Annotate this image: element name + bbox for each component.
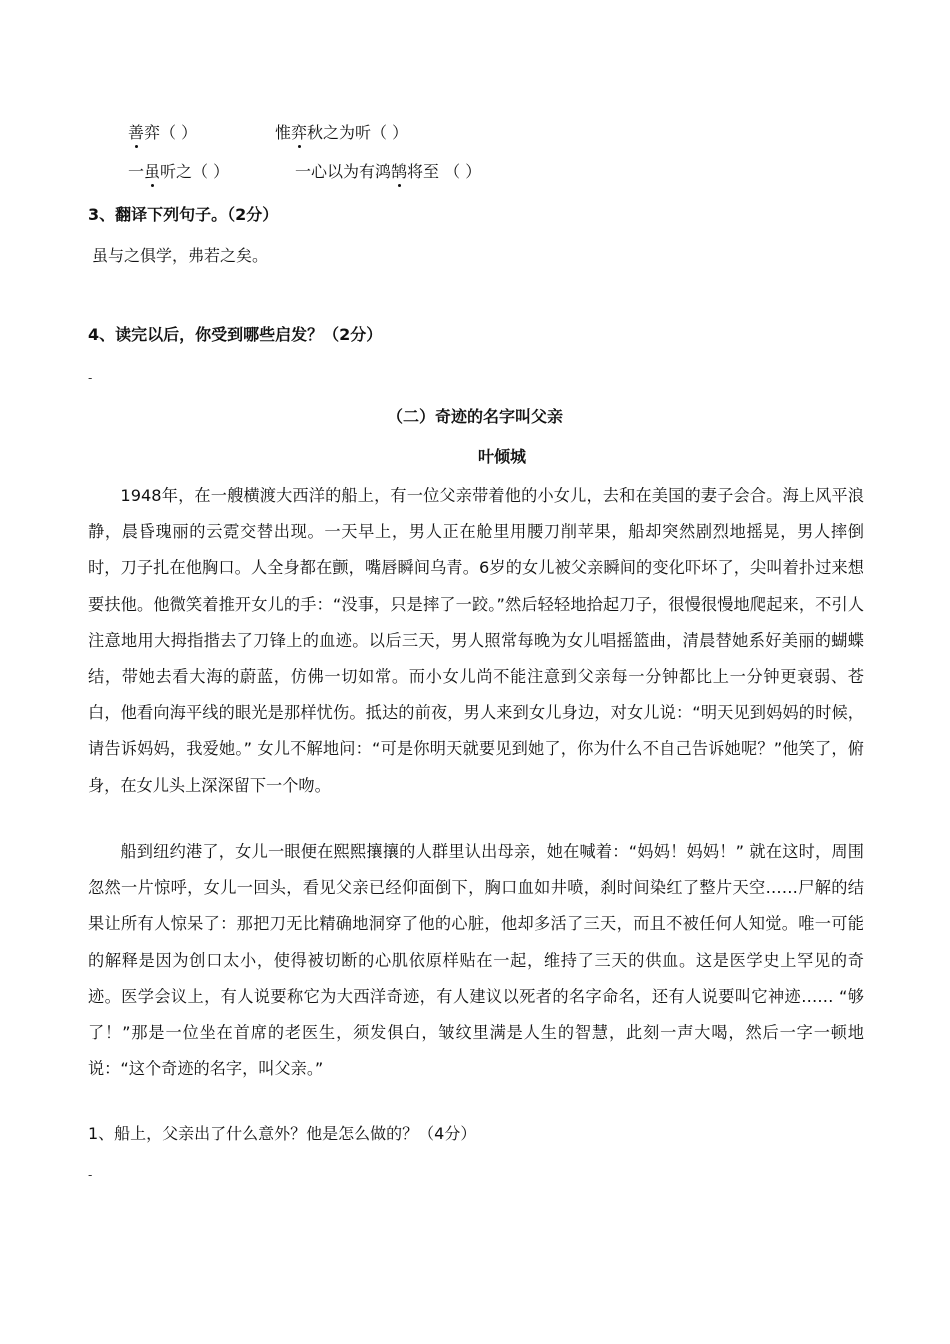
passage-question-1: 1、船上，父亲出了什么意外？他是怎么做的？（4分） bbox=[88, 1124, 477, 1143]
emphasis-dot-char: 鹄 bbox=[391, 160, 407, 184]
emphasis-dot-char: 虽 bbox=[144, 160, 160, 184]
word-item-hong-gu: 一心以为有鸿鹄将至 （ ） bbox=[295, 160, 481, 184]
answer-line-marker-2: - bbox=[88, 1168, 93, 1182]
word-item-shan-yi: 善弈（ ） bbox=[128, 121, 197, 145]
passage-author: 叶倾城 bbox=[477, 447, 526, 466]
word-item-wei-yi-qiu: 惟弈秋之为听（ ） bbox=[275, 121, 408, 145]
passage-paragraph-1: 1948年，在一艘横渡大西洋的船上，有一位父亲带着他的小女儿，去和在美国的妻子会合。海上风平浪静，晨昏瑰丽的云霓交替出现。一天早上，男人正在舱里用腰刀削苹果，船却突然剧烈地摇晃，男人摔倒时，刀子扎在他胸口。人全身都在颤，嘴唇瞬间乌青。6岁的女儿被父亲瞬间的变化吓坏了，尖叫着扑过来想要扶他。他微笑着推开女儿的手：“没事，只是摔了一跤。”然后轻轻地拾起刀子，很慢很慢地爬起来，不引人注意地用大拇指揩去了刀锋上的血迹。以后三天，男人照常每晚为女儿唱摇篮曲，清晨替她系好美丽的蝴蝶结，带她去看大海的蔚蓝，仿佛一切如常。而小女儿尚不能注意到父亲每一分钟都比上一分钟更衰弱、苍白，他看向海平线的眼光是那样忧伤。抵达的前夜，男人来到女儿身边，对女儿说：“明天见到妈妈的时候，请告诉妈妈，我爱她。” 女儿不解地问：“可是你明天就要见到她了，你为什么不自己告诉她呢？”他笑了，俯身，在女儿头上深深留下一个吻。 bbox=[88, 486, 864, 795]
emphasis-dot-char: 弈 bbox=[291, 121, 307, 145]
passage-title: （二）奇迹的名字叫父亲 bbox=[386, 407, 563, 426]
question-4-label: 4、读完以后，你受到哪些启发？（2分） bbox=[88, 325, 383, 344]
passage-paragraph-2: 船到纽约港了，女儿一眼便在熙熙攘攘的人群里认出母亲，她在喊着：“妈妈！妈妈！” 就在这时，周围忽然一片惊呼，女儿一回头，看见父亲已经仰面倒下，胸口血如井喷，刹时间染红了整片天空……尸解的结果让所有人惊呆了：那把刀无比精确地洞穿了他的心脏，他却多活了三天，而且不被任何人知觉。唯一可能的解释是因为创口太小，使得被切断的心肌依原样贴在一起，维持了三天的供血。这是医学史上罕见的奇迹。医学会议上，有人说要称它为大西洋奇迹，有人建议以死者的名字命名，还有人说要叫它神迹…… “够了！”那是一位坐在首席的老医生，须发俱白，皱纹里满是人生的智慧，此刻一声大喝，然后一字一顿地说：“这个奇迹的名字，叫父亲。” bbox=[88, 842, 864, 1079]
answer-line-marker: - bbox=[88, 371, 93, 385]
word-item-sui-ting: 一虽听之（ ） bbox=[128, 160, 229, 184]
emphasis-dot-char: 善 bbox=[128, 121, 144, 145]
question-3-sentence: 虽与之俱学，弗若之矣。 bbox=[92, 246, 269, 265]
question-3-label: 3、翻译下列句子。（2分） bbox=[88, 205, 279, 224]
